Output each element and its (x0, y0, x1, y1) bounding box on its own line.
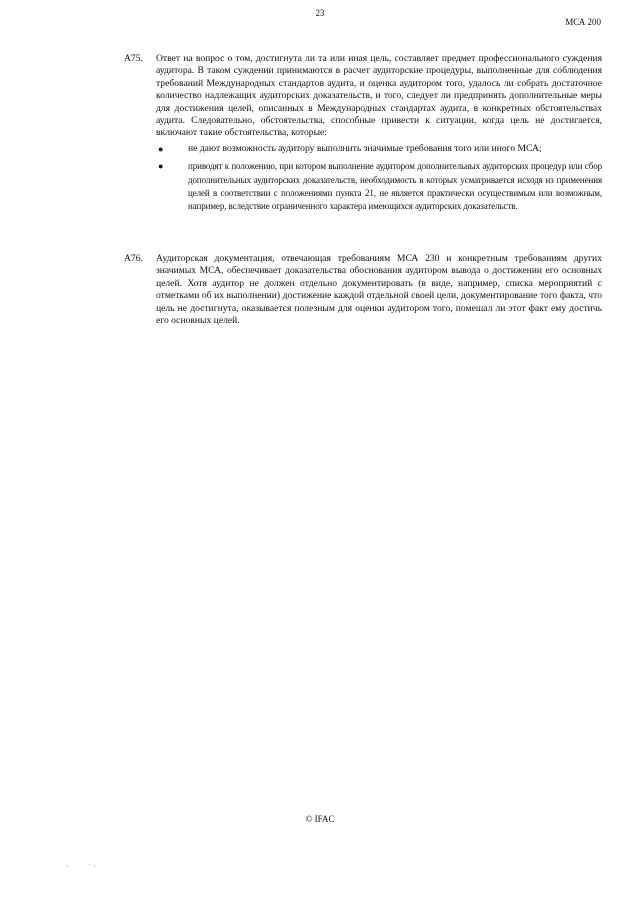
bullet-icon: ● (158, 143, 164, 154)
paragraph-a75 (124, 53, 602, 219)
page-number: 23 (315, 8, 325, 18)
bullet-icon: ● (158, 161, 164, 172)
list-item (156, 160, 602, 214)
scan-artifact: · ˙ · (66, 862, 96, 871)
list-item (156, 143, 602, 155)
paragraph-number: A75. (124, 53, 143, 64)
standard-reference: МСА 200 (565, 17, 601, 27)
list-item-text: приводят к положению, при котором выполнение аудитором дополнительных аудиторских процедур или сбор дополнительных аудиторских доказательств, необходимость в которых усматривается исходя из применения целей в соответствии с положениями пункта 21, не является практически осуществимым или возможным, например, вследствие ограниченного характера имеющихся аудиторских доказательств. (188, 161, 602, 212)
paragraph-a76 (124, 253, 602, 327)
list-item-text: не дают возможность аудитору выполнить значимые требования того или иного МСА; (188, 142, 542, 154)
bullet-list (124, 143, 602, 214)
paragraph-text: Ответ на вопрос о том, достигнута ли та или иная цель, составляет предмет профессионального суждения аудитора. В таком суждении принимаются в расчет аудиторские процедуры, выполненные для соблюдения требований Международных стандартов аудита, и оценка аудитором того, удалось ли собрать достаточное количество надлежащих аудиторских доказательств, и того, следует ли предпринять дополнительные меры для достижения целей, описанных в Международных стандартах аудита, в конкретных обстоятельствах аудита. Следовательно, обстоятельства, способные привести к ситуации, когда цель не достигается, включают такие обстоятельства, которые: (156, 53, 602, 139)
paragraph-text: Аудиторская документация, отвечающая требованиям МСА 230 и конкретным требованиям других значимых МСА, обеспечивает доказательства обоснования аудитором вывода о достижении его основных целей. Хотя аудитор не должен отдельно документировать (в виде, например, списка мероприятий с отметками об их выполнении) достижение каждой отдельной своей цели, документирование того факта, что цель не достигнута, оказывается полезным для оценки аудитором того, помешал ли этот факт ему достичь его основных целей. (156, 253, 602, 327)
paragraph-number: A76. (124, 253, 143, 264)
copyright-footer: © IFAC (305, 814, 335, 824)
